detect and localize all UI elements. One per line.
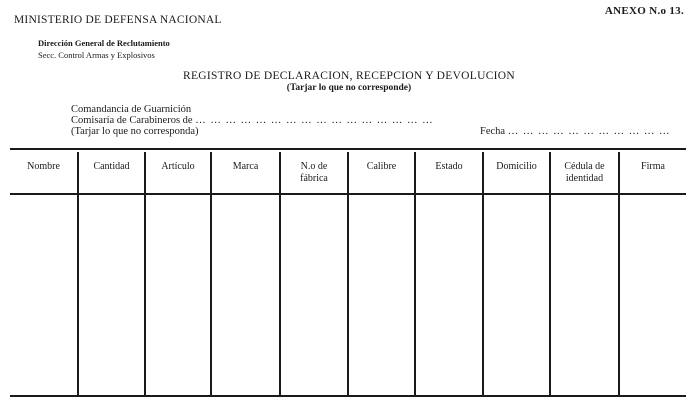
date-fill-dots: … … … … … … … … … … … bbox=[507, 126, 671, 137]
column-header-firma: Firma bbox=[641, 161, 665, 172]
annex-number: ANEXO N.o 13. bbox=[604, 5, 684, 17]
direction-name: Dirección General de Reclutamiento bbox=[38, 38, 170, 48]
table-top-rule bbox=[10, 148, 686, 150]
date-line bbox=[480, 126, 670, 137]
column-divider bbox=[210, 152, 212, 396]
column-header-cedula: Cédula de identidad bbox=[564, 161, 605, 184]
strike-instruction: (Tarjar lo que no corresponda) bbox=[71, 126, 199, 137]
column-divider bbox=[618, 152, 620, 396]
column-header-nombre: Nombre bbox=[27, 161, 60, 172]
column-header-domicilio: Domicilio bbox=[496, 161, 537, 172]
date-label: Fecha bbox=[480, 126, 506, 137]
column-divider bbox=[279, 152, 281, 396]
ministry-name: MINISTERIO DE DEFENSA NACIONAL bbox=[14, 14, 222, 26]
column-header-calibre: Calibre bbox=[366, 161, 397, 172]
police-station-label: Comisaría de Carabineros de bbox=[71, 115, 193, 126]
column-divider bbox=[144, 152, 146, 396]
column-divider bbox=[482, 152, 484, 396]
column-header-estado: Estado bbox=[435, 161, 463, 172]
garrison-line: Comandancia de Guarnición bbox=[71, 104, 192, 115]
column-header-cantidad: Cantidad bbox=[93, 161, 130, 172]
form-title: REGISTRO DE DECLARACION, RECEPCION Y DEVOLUCION bbox=[182, 70, 516, 82]
column-divider bbox=[414, 152, 416, 396]
column-header-numero-fabrica: N.o de fábrica bbox=[300, 161, 328, 184]
form-subtitle: (Tarjar lo que no corresponde) bbox=[286, 83, 412, 93]
column-header-articulo: Artículo bbox=[161, 161, 195, 172]
column-header-marca: Marca bbox=[232, 161, 259, 172]
column-divider bbox=[549, 152, 551, 396]
section-name: Secc. Control Armas y Explosivos bbox=[38, 50, 155, 60]
police-station-fill-dots: … … … … … … … … … … … … … … … … bbox=[195, 115, 434, 126]
column-divider bbox=[347, 152, 349, 396]
column-divider bbox=[77, 152, 79, 396]
police-station-line bbox=[71, 115, 434, 126]
